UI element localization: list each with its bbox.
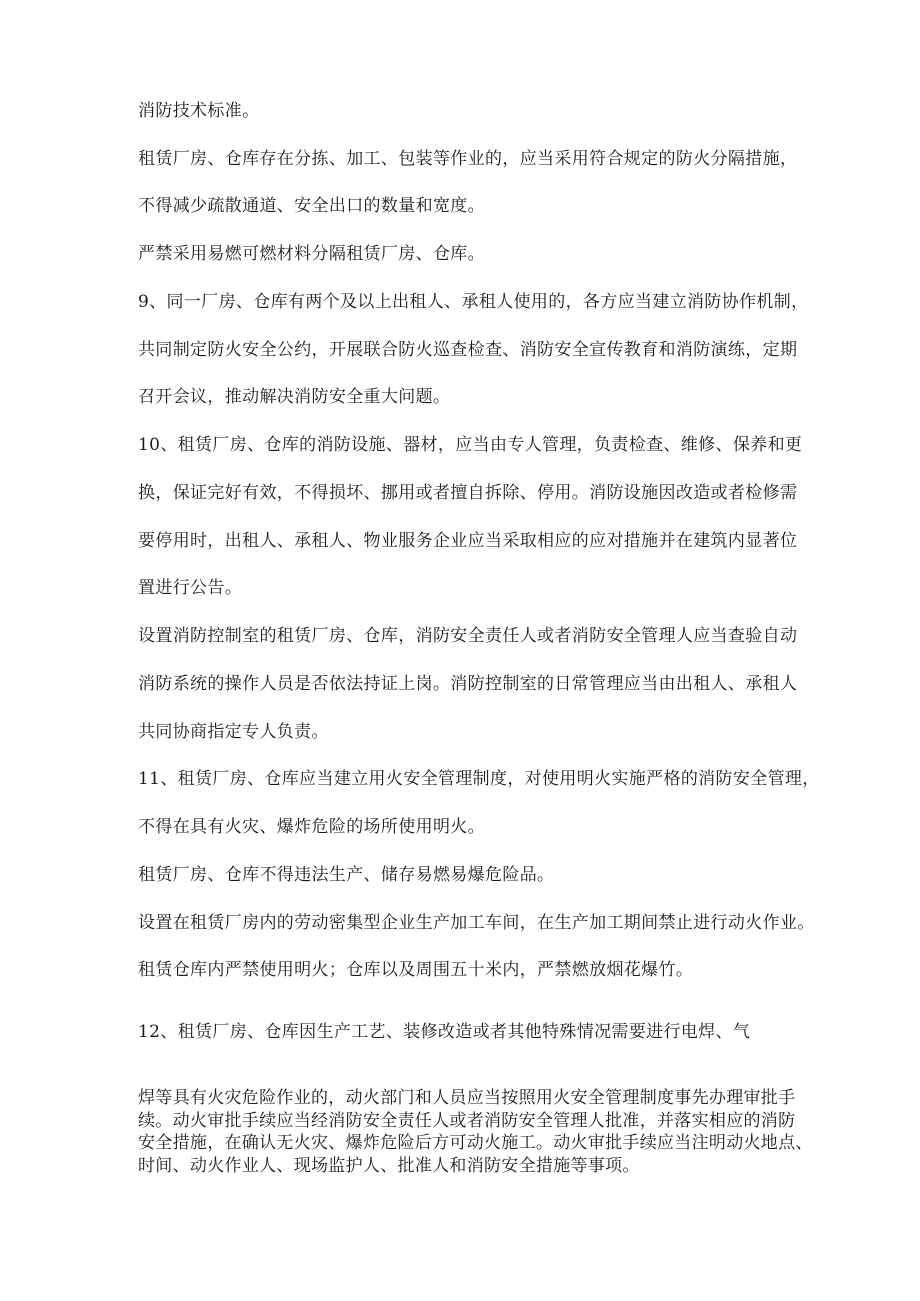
text-line: 租赁厂房、仓库存在分拣、加工、包装等作业的，应当采用符合规定的防火分隔措施， [138, 149, 798, 169]
text-line: 9、同一厂房、仓库有两个及以上出租人、承租人使用的，各方应当建立消防协作机制， [138, 292, 809, 312]
text-line: 11、租赁厂房、仓库应当建立用火安全管理制度，对使用明火实施严格的消防安全管理， [138, 769, 820, 789]
text-line: 消防系统的操作人员是否依法持证上岗。消防控制室的日常管理应当由出租人、承租人 [138, 674, 798, 694]
text-line: 设置消防控制室的租赁厂房、仓库，消防安全责任人或者消防安全管理人应当查验自动 [138, 626, 798, 646]
text-line: 设置在租赁厂房内的劳动密集型企业生产加工车间，在生产加工期间禁止进行动火作业。 [138, 913, 815, 933]
text-line: 消防技术标准。 [138, 101, 260, 121]
dense-paragraph [138, 1087, 813, 1177]
text-line: 10、租赁厂房、仓库的消防设施、器材，应当由专人管理，负责检查、维修、保养和更 [138, 435, 803, 455]
text-line: 置进行公告。 [138, 578, 243, 598]
text-line: 换，保证完好有效，不得损坏、挪用或者擅自拆除、停用。消防设施因改造或者检修需 [138, 483, 798, 503]
text-line: 安全措施，在确认无火灾、爆炸危险后方可动火施工。动火审批手续应当注明动火地点、 [138, 1133, 813, 1153]
text-line: 焊等具有火灾危险作业的，动火部门和人员应当按照用火安全管理制度事先办理审批手 [138, 1088, 796, 1108]
text-line: 时间、动火作业人、现场监护人、批准人和消防安全措施等事项。 [138, 1155, 640, 1176]
text-line: 租赁仓库内严禁使用明火；仓库以及周围五十米内，严禁燃放烟花爆竹。 [138, 960, 694, 980]
text-line: 不得在具有火灾、爆炸危险的场所使用明火。 [138, 817, 485, 837]
text-line: 续。动火审批手续应当经消防安全责任人或者消防安全管理人批准，并落实相应的消防 [138, 1110, 796, 1131]
text-line: 共同制定防火安全公约，开展联合防火巡查检查、消防安全宣传教育和消防演练，定期 [138, 340, 798, 360]
text-line: 租赁厂房、仓库不得违法生产、储存易燃易爆危险品。 [138, 865, 555, 885]
text-line: 要停用时，出租人、承租人、物业服务企业应当采取相应的应对措施并在建筑内显著位 [138, 531, 798, 551]
text-line: 召开会议，推动解决消防安全重大问题。 [138, 387, 451, 407]
text-line: 严禁采用易燃可燃材料分隔租赁厂房、仓库。 [138, 244, 485, 264]
text-line: 不得减少疏散通道、安全出口的数量和宽度。 [138, 196, 485, 216]
text-line: 12、租赁厂房、仓库因生产工艺、装修改造或者其他特殊情况需要进行电焊、气 [138, 1022, 751, 1042]
text-line: 共同协商指定专人负责。 [138, 722, 329, 742]
